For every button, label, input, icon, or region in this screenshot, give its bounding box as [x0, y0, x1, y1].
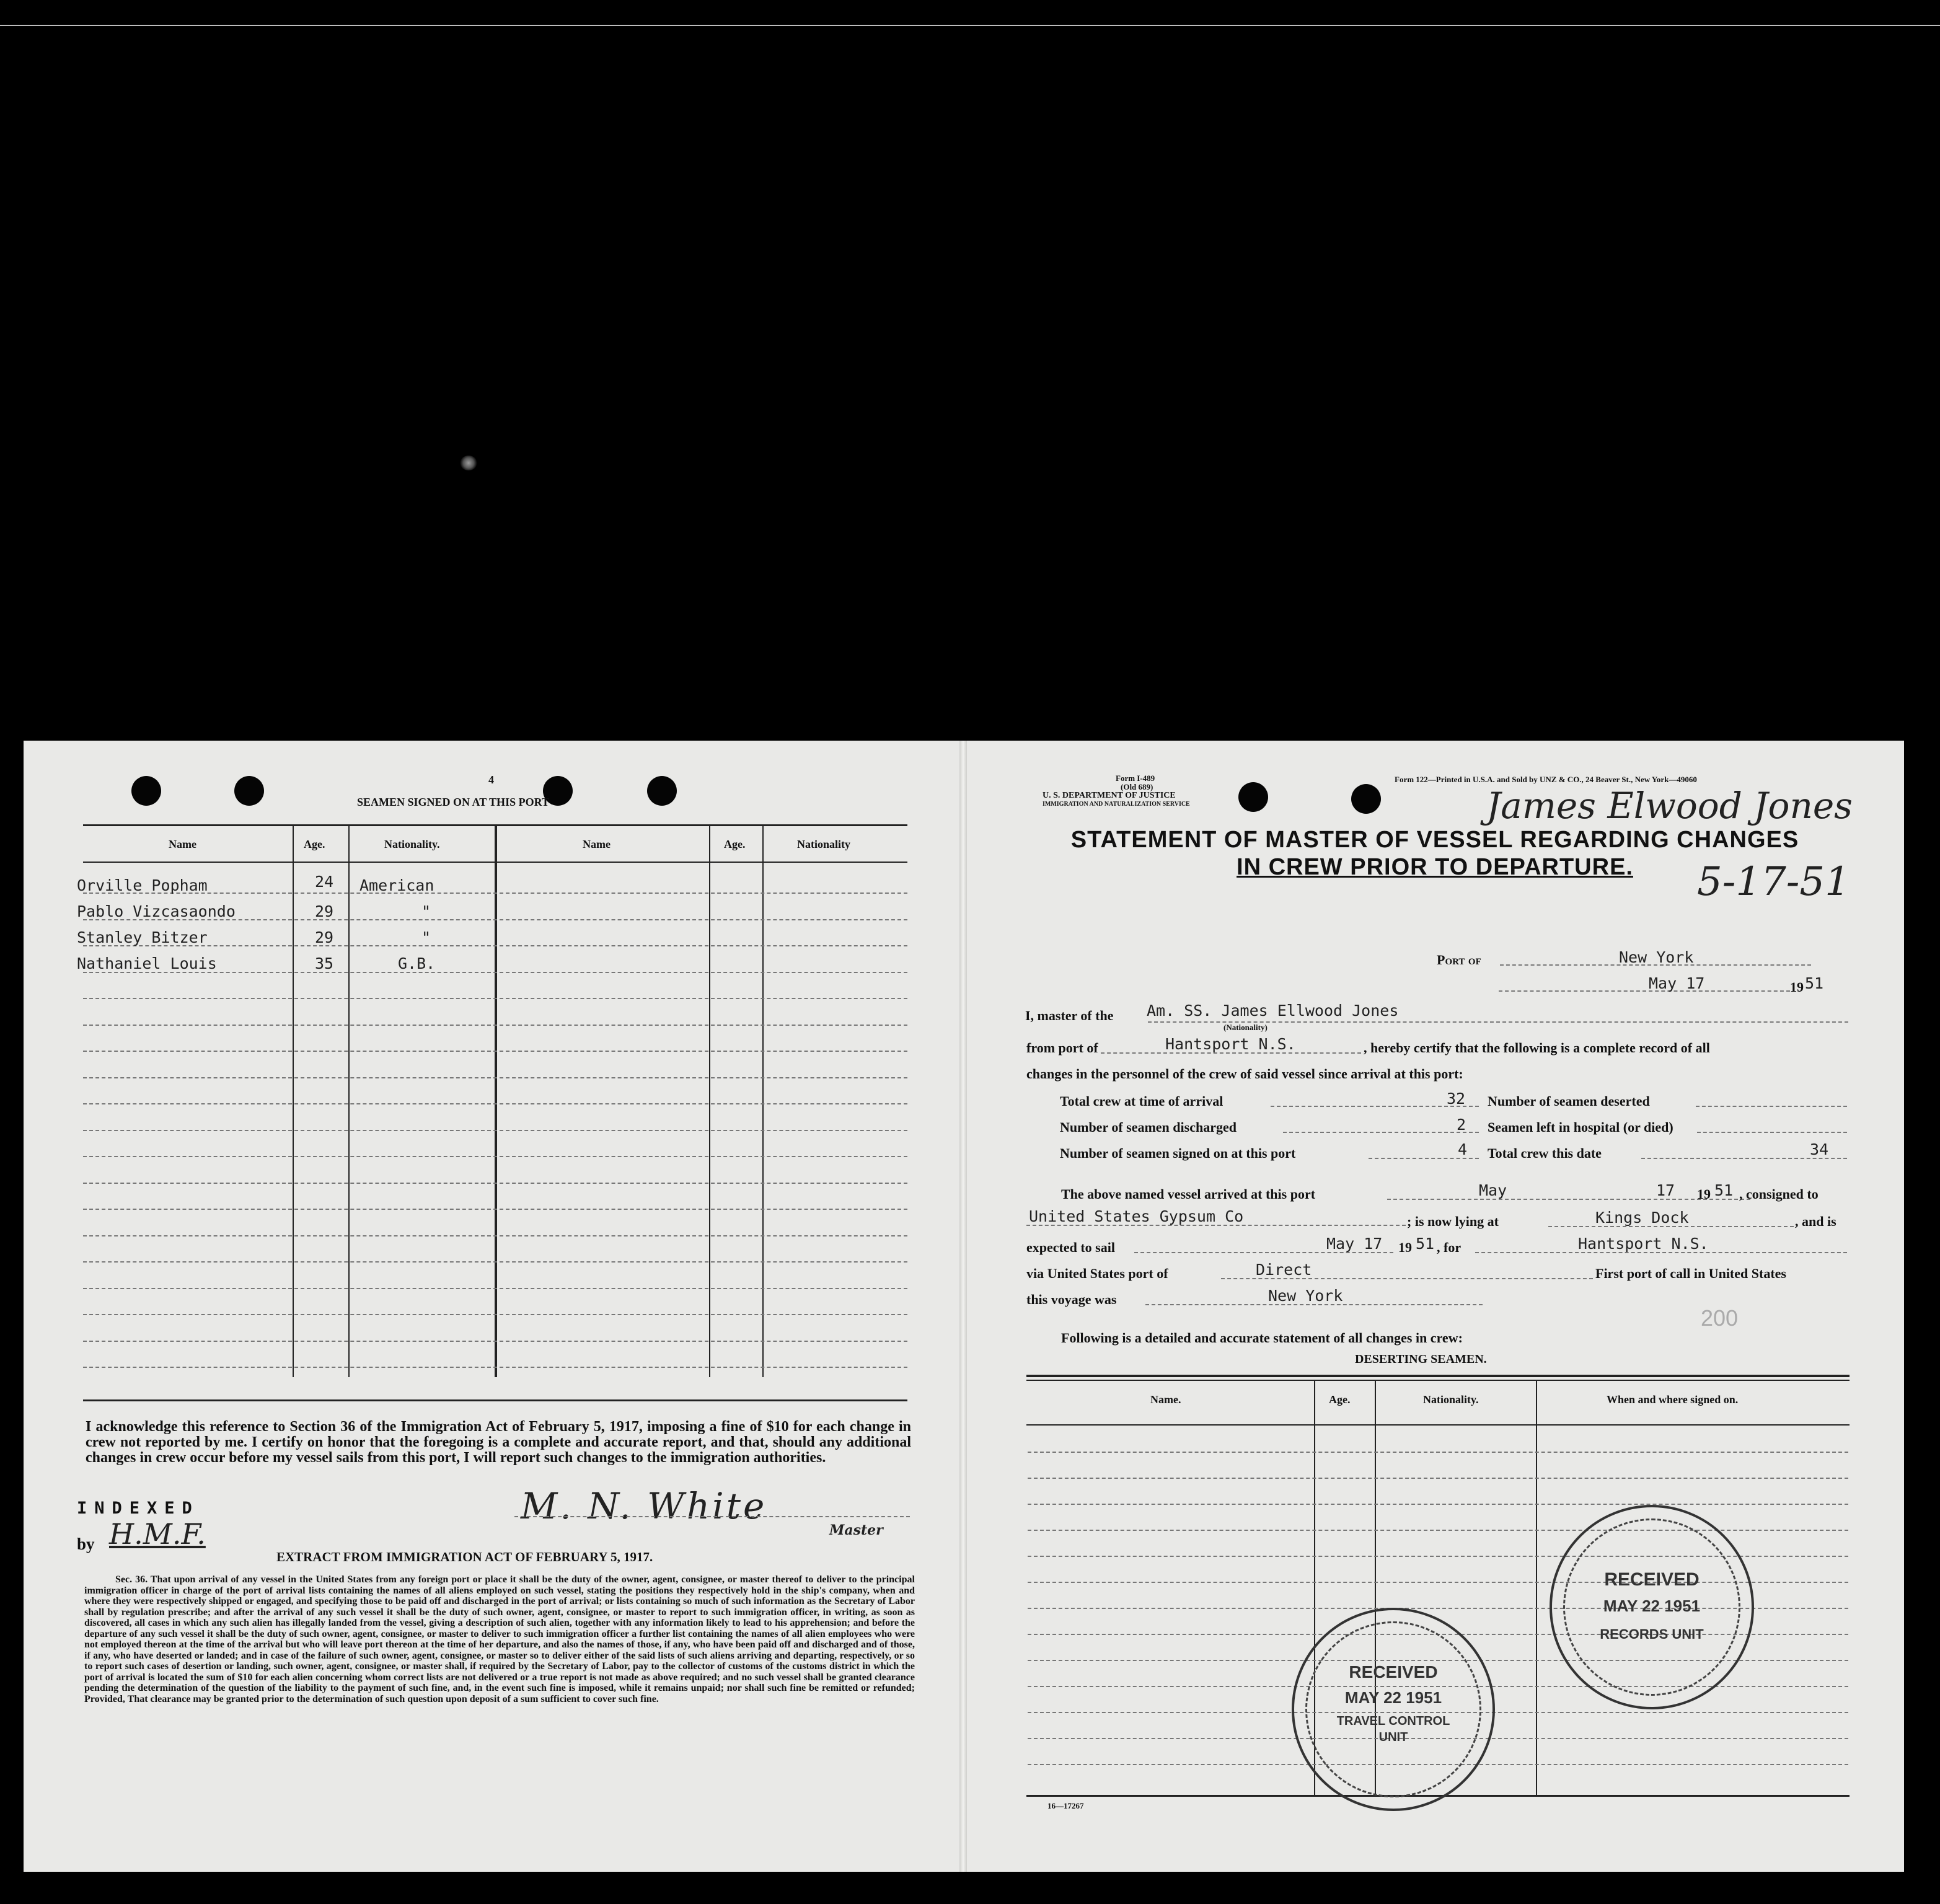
voyage-value: New York [1268, 1287, 1343, 1305]
expected-year: 51 [1416, 1235, 1435, 1253]
ruling-line [1028, 1504, 1848, 1505]
punch-hole-6 [1351, 784, 1381, 814]
crew-nationality: G.B. [398, 954, 436, 972]
center-fold [959, 741, 967, 1872]
left-col-name-2: Name [583, 838, 611, 850]
ruling-line [1028, 1530, 1848, 1531]
consignee-value: United States Gypsum Co [1029, 1207, 1244, 1225]
total-crew-arrival-label: Total crew at time of arrival [1060, 1093, 1224, 1109]
left-col-nationality: Nationality. [384, 838, 440, 850]
expected-label: expected to sail [1026, 1240, 1115, 1255]
left-title: SEAMEN SIGNED ON AT THIS PORT [357, 796, 549, 808]
via-value: Direct [1256, 1261, 1312, 1279]
consigned-label: , consigned to [1739, 1186, 1819, 1202]
left-vline-5 [762, 826, 764, 1377]
right-vline-3 [1536, 1380, 1537, 1795]
signature-line [514, 1516, 910, 1517]
stamp-unit-2: UNIT [1378, 1730, 1408, 1744]
expected-value: May 17 [1326, 1235, 1383, 1253]
extract-title: EXTRACT FROM IMMIGRATION ACT OF FEBRUARY 5, 1917. [276, 1549, 653, 1564]
table-row-4 [77, 954, 511, 973]
page-number: 4 [488, 774, 494, 786]
year-value: 51 [1805, 974, 1824, 992]
footer-code: 16—17267 [1047, 1801, 1084, 1810]
left-col-name: Name [169, 838, 196, 850]
discharged-value: 2 [1457, 1116, 1466, 1134]
total-crew-date-label: Total crew this date [1488, 1145, 1602, 1161]
arrived-year-prefix: 19 [1697, 1186, 1711, 1202]
ruling-line [83, 1130, 907, 1131]
from-port-value: Hantsport N.S. [1165, 1035, 1296, 1053]
punch-hole-4 [647, 776, 677, 806]
lying-label: ; is now lying at [1407, 1214, 1499, 1229]
right-table-top-rule-2 [1026, 1380, 1850, 1381]
ruling-line [1028, 1452, 1848, 1453]
vessel-value: Am. SS. James Ellwood Jones [1147, 1002, 1399, 1020]
right-col-name: Name. [1150, 1393, 1181, 1406]
right-table-top-rule [1026, 1375, 1850, 1377]
stamp-ring [1305, 1621, 1481, 1797]
total-crew-date-value: 34 [1810, 1140, 1829, 1158]
acknowledgement-text: I acknowledge this reference to Section 36 of the Immigration Act of February 5, 1917, imposing a fine of $10 for each change in crew not reported by me. I certify on honor that the foregoing is a complete and accurate report, and that, should any additional changes in crew occur before my vessel sails from this port, I will report such changes to the immigration authorities. [86, 1419, 911, 1466]
handwritten-date: 5-17-51 [1697, 859, 1850, 905]
stamp-received: RECEIVED [1604, 1569, 1700, 1590]
port-value: New York [1619, 948, 1694, 966]
crew-name: Stanley Bitzer [77, 928, 208, 946]
crew-age: 29 [315, 928, 334, 946]
hospital-line [1697, 1132, 1847, 1133]
left-col-age-2: Age. [724, 838, 746, 850]
crew-nationality: " [421, 902, 431, 920]
stamp-received: RECEIVED [1349, 1662, 1438, 1681]
date-line [1499, 990, 1790, 992]
changes-text: changes in the personnel of the crew of said vessel since arrival at this port: [1026, 1066, 1463, 1082]
crew-age: 29 [315, 902, 334, 920]
top-divider-line [0, 25, 1940, 26]
following-text: Following is a detailed and accurate statement of all changes in crew: [1061, 1330, 1463, 1346]
form-title-line-1: STATEMENT OF MASTER OF VESSEL REGARDING CHANGES [1070, 827, 1799, 853]
via-label: via United States port of [1026, 1266, 1168, 1281]
crew-name: Orville Popham [77, 876, 208, 894]
lying-value: Kings Dock [1595, 1209, 1689, 1227]
stamp-unit-1: TRAVEL CONTROL [1336, 1714, 1450, 1728]
nationality-caption: (Nationality) [1224, 1023, 1268, 1032]
left-vline-4 [709, 826, 710, 1377]
arrived-month: May [1479, 1181, 1507, 1199]
signed-on-label: Number of seamen signed on at this port [1060, 1145, 1296, 1161]
faint-number: 200 [1701, 1305, 1739, 1331]
form-old-number: (Old 689) [1121, 782, 1153, 791]
department-label: U. S. DEPARTMENT OF JUSTICE [1043, 791, 1176, 800]
stamp-unit: RECORDS UNIT [1600, 1626, 1704, 1642]
left-table-bottom-rule [83, 1399, 907, 1401]
arrived-label: The above named vessel arrived at this port [1061, 1186, 1316, 1202]
punch-hole-2 [234, 776, 264, 806]
right-col-when: When and where signed on. [1607, 1393, 1739, 1406]
scan-speck [460, 456, 477, 470]
voyage-label: this voyage was [1026, 1292, 1117, 1307]
indexed-label: INDEXED [77, 1499, 200, 1518]
deserting-title: DESERTING SEAMEN. [1355, 1352, 1487, 1366]
crew-name: Pablo Vizcasaondo [77, 902, 236, 920]
by-initials: H.M.F. [109, 1517, 206, 1551]
master-signature: M. N. White [521, 1485, 767, 1527]
total-crew-arrival-value: 32 [1447, 1090, 1466, 1108]
handwritten-vessel-name: James Elwood Jones [1486, 785, 1853, 827]
table-row-2 [77, 902, 511, 921]
signed-on-value: 4 [1458, 1140, 1468, 1158]
extract-text: Sec. 36. That upon arrival of any vessel in the United States from any foreign port or place it shall be the duty of the owner, agent, consignee, or master thereof to deliver to the principal immigration officer in charge of the port of arrival lists containing the names of all aliens employed on such vessel, stating the positions they respectively hold in the ship's company, when and where they were respectively shipped or engaged, and specifying those to be paid off and discharged in the port of arrival; or lists containing so much of such information as the Secretary of Labor shall by regulation prescribe; and after the arrival of any such vessel it shall be the duty of such owner, agent, consignee, or master to report to such immigration officer, in writing, as soon as discovered, all cases in which any such alien has illegally landed from the vessel, giving a description of such alien, together with any information likely to lead to his apprehension; and before the departure of any such vessel it shall be the duty of such owner, agent, consignee, or master to deliver to such immigration officer a further list containing the names of all alien employees who were not employed thereon at the time of the arrival but who will leave port thereon at the time of her departure, and also the names of those, if any, who have been paid off and discharged and of those, if any, who have deserted or landed; and in case of the failure of such owner, agent, consignee, or master so to deliver either of the said lists of such aliens arriving and departing, respectively, or so to report such cases of desertion or landing, such owner, agent, consignee, or master shall, if required by the Secretary of Labor, pay to the collector of customs of the customs district in which the port of arrival is located the sum of $10 for each alien concerning whom correct lists are not delivered or a true report is not made as above required; and no such vessel shall be granted clearance pending the determination of the question of the liability to the payment of such fine, and, in the event such fine is imposed, while it remains unpaid; nor shall such fine be remitted or refunded; Provided, That clearance may be granted prior to the determination of such question upon deposit of a sum sufficient to cover such fine. [84, 1574, 915, 1704]
printer-line: Form 122—Printed in U.S.A. and Sold by UNZ & CO., 24 Beaver St., New York—49060 [1395, 775, 1697, 784]
form-number: Form I-489 [1116, 774, 1155, 783]
ruling-line [1028, 1478, 1848, 1479]
expected-year-prefix: 19 [1398, 1240, 1412, 1255]
arrived-day: 17 [1656, 1181, 1675, 1199]
left-col-nationality-2: Nationality [797, 838, 851, 850]
master-of-label: I, master of the [1025, 1008, 1114, 1023]
ruling-line [83, 1288, 907, 1289]
right-col-age: Age. [1329, 1393, 1351, 1406]
ruling-line [83, 1156, 907, 1157]
travel-control-stamp [1292, 1608, 1495, 1811]
ruling-line [83, 1103, 907, 1104]
ruling-line [83, 998, 907, 999]
punch-hole-5 [1238, 782, 1268, 812]
punch-hole-1 [131, 776, 161, 806]
ruling-line [83, 1051, 907, 1052]
ruling-line [83, 1077, 907, 1078]
arrived-line [1387, 1199, 1750, 1200]
crew-nationality: " [421, 928, 431, 946]
arrived-year: 51 [1714, 1181, 1734, 1199]
and-is-label: , and is [1795, 1214, 1836, 1229]
for-label: , for [1437, 1240, 1462, 1255]
first-port-label: First port of call in United States [1595, 1266, 1786, 1281]
certify-text: , hereby certify that the following is a complete record of all [1364, 1040, 1710, 1056]
form-title-line-2: IN CREW PRIOR TO DEPARTURE. [1237, 854, 1633, 880]
for-value: Hantsport N.S. [1578, 1235, 1709, 1253]
ruling-line [83, 1341, 907, 1342]
crew-nationality: American [359, 876, 434, 894]
table-row-1 [77, 873, 511, 895]
master-label: Master [829, 1522, 883, 1538]
records-unit-stamp [1550, 1505, 1754, 1709]
ruling-line [83, 1314, 907, 1315]
left-col-age: Age. [304, 838, 325, 850]
by-label: by [77, 1535, 95, 1553]
hospital-label: Seamen left in hospital (or died) [1488, 1119, 1673, 1135]
crew-age: 24 [315, 873, 334, 891]
port-label: Port of [1437, 952, 1481, 967]
discharged-label: Number of seamen discharged [1060, 1119, 1237, 1135]
discharged-line [1283, 1132, 1479, 1133]
year-prefix: 19 [1790, 979, 1804, 995]
ruling-line [83, 1209, 907, 1210]
stamp-date: MAY 22 1951 [1603, 1597, 1701, 1615]
right-col-nationality: Nationality. [1423, 1393, 1479, 1406]
crew-age: 35 [315, 954, 334, 972]
stamp-date: MAY 22 1951 [1344, 1688, 1442, 1707]
ruling-line [83, 1025, 907, 1026]
deserted-label: Number of seamen deserted [1488, 1093, 1650, 1109]
crew-name: Nathaniel Louis [77, 954, 217, 972]
right-table-header-rule [1026, 1424, 1850, 1426]
from-port-label: from port of [1026, 1040, 1098, 1056]
ruling-line [83, 1183, 907, 1184]
deserted-line [1696, 1106, 1847, 1107]
ruling-line [83, 1367, 907, 1368]
date-value: May 17 [1649, 974, 1705, 992]
ruling-line [83, 1235, 907, 1236]
table-row-3 [77, 928, 511, 947]
ruling-line [83, 1261, 907, 1263]
service-label: IMMIGRATION AND NATURALIZATION SERVICE [1043, 801, 1190, 808]
